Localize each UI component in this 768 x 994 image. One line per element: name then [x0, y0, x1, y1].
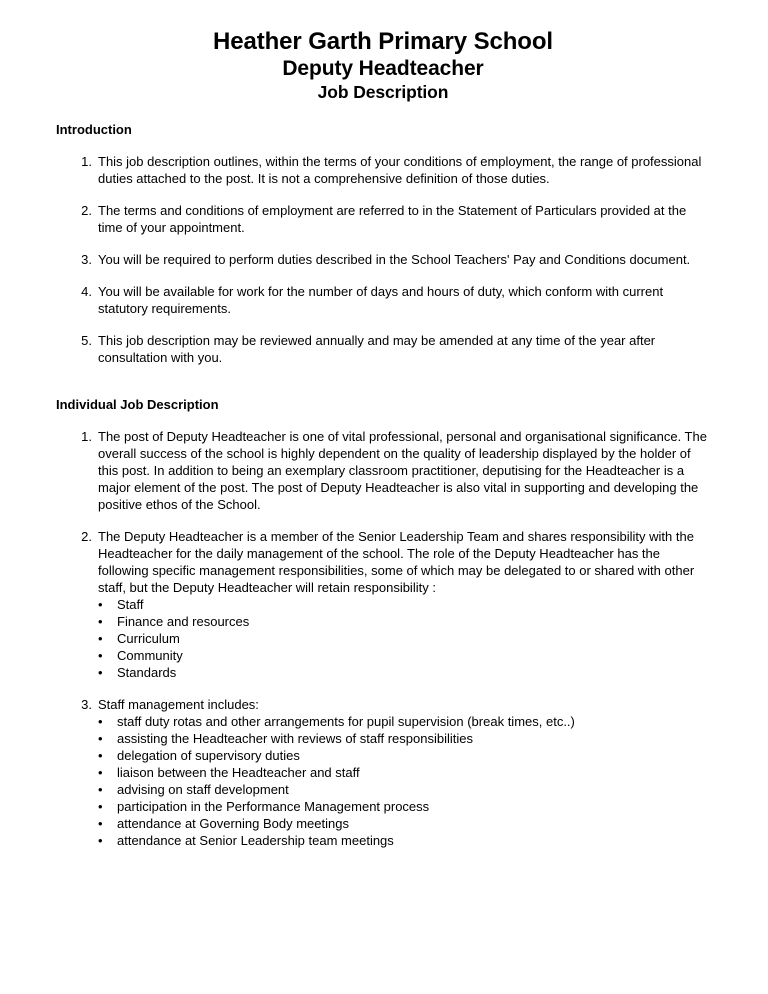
list-item-text: Finance and resources: [117, 614, 250, 629]
list-item: [98, 781, 710, 798]
list-item: [56, 332, 710, 366]
bullet-icon: •: [98, 665, 103, 680]
staff-management-bullet-list: [98, 713, 710, 849]
list-item-text: Community: [117, 648, 183, 663]
list-item: [56, 428, 710, 513]
list-item-text: You will be required to perform duties described in the School Teachers' Pay and Conditions document.: [98, 252, 691, 267]
responsibilities-bullet-list: [98, 596, 710, 681]
bullet-icon: •: [98, 631, 103, 646]
list-item-text: participation in the Performance Management process: [117, 799, 430, 814]
list-item: [98, 647, 710, 664]
introduction-numbered-list: [56, 153, 710, 366]
document-title-block: [56, 28, 710, 104]
list-item: [56, 696, 710, 849]
list-item: [98, 832, 710, 849]
list-item-number: 1.: [81, 154, 92, 169]
bullet-icon: •: [98, 799, 103, 814]
bullet-icon: •: [98, 597, 103, 612]
bullet-icon: •: [98, 816, 103, 831]
bullet-icon: •: [98, 714, 103, 729]
list-item: [98, 664, 710, 681]
list-item: [56, 251, 710, 268]
list-item-text: The Deputy Headteacher is a member of the Senior Leadership Team and shares responsibility with the Headteacher for the daily management of the school. The role of the Deputy Headteacher has the following specific management responsibilities, some of which may be delegated to or shared with other staff, but the Deputy Headteacher will retain responsibility :: [98, 529, 695, 595]
list-item: [56, 528, 710, 681]
list-item: [98, 764, 710, 781]
list-item: [98, 798, 710, 815]
list-item-text: Standards: [117, 665, 177, 680]
bullet-icon: •: [98, 782, 103, 797]
list-item-text: staff duty rotas and other arrangements for pupil supervision (break times, etc..): [117, 714, 575, 729]
list-item-text: The post of Deputy Headteacher is one of vital professional, personal and organisational significance. The overall success of the school is highly dependent on the quality of leadership displayed by the holder of this post. In addition to being an exemplary classroom practitioner, deputising for the Headteacher is a major element of the post. The post of Deputy Headteacher is also vital in supporting and developing the positive ethos of the School.: [98, 429, 707, 512]
list-item-number: 2.: [81, 203, 92, 218]
list-item-number: 3.: [81, 252, 92, 267]
list-item-text: You will be available for work for the number of days and hours of duty, which conform with current statutory requirements.: [98, 284, 664, 316]
section-individual-job-description: [56, 396, 710, 849]
section-heading-introduction: Introduction: [56, 122, 132, 137]
list-item: [98, 630, 710, 647]
list-item-text: This job description outlines, within the terms of your conditions of employment, the range of professional duties attached to the post. It is not a comprehensive definition of those duties.: [98, 154, 702, 186]
bullet-icon: •: [98, 648, 103, 663]
list-item: [98, 613, 710, 630]
list-item-number: 2.: [81, 529, 92, 544]
page-title-doc-type: Job Description: [317, 82, 449, 102]
bullet-icon: •: [98, 833, 103, 848]
list-item-text: Curriculum: [117, 631, 180, 646]
list-item: [56, 153, 710, 187]
list-item-text: attendance at Governing Body meetings: [117, 816, 349, 831]
list-item: [98, 730, 710, 747]
list-item-text: advising on staff development: [117, 782, 289, 797]
list-item-text: assisting the Headteacher with reviews of staff responsibilities: [117, 731, 473, 746]
list-item: [98, 713, 710, 730]
page-title-school-name: Heather Garth Primary School: [213, 28, 553, 55]
list-item-text: attendance at Senior Leadership team meetings: [117, 833, 394, 848]
list-item-text: Staff: [117, 597, 144, 612]
list-item: [56, 202, 710, 236]
list-item: [56, 283, 710, 317]
bullet-icon: •: [98, 748, 103, 763]
list-item: [98, 747, 710, 764]
list-item-number: 1.: [81, 429, 92, 444]
list-item: [98, 596, 710, 613]
list-item-text: This job description may be reviewed annually and may be amended at any time of the year after consultation with you.: [98, 333, 656, 365]
list-item-text: The terms and conditions of employment are referred to in the Statement of Particulars provided at the time of your appointment.: [98, 203, 687, 235]
list-item-number: 4.: [81, 284, 92, 299]
bullet-icon: •: [98, 614, 103, 629]
list-item: [98, 815, 710, 832]
bullet-icon: •: [98, 765, 103, 780]
individual-job-description-numbered-list: [56, 428, 710, 849]
list-item-number: 3.: [81, 697, 92, 712]
section-introduction: [56, 121, 710, 366]
section-heading-individual-job-description: Individual Job Description: [56, 397, 219, 412]
bullet-icon: •: [98, 731, 103, 746]
page-title-role: Deputy Headteacher: [282, 57, 484, 80]
list-item-number: 5.: [81, 333, 92, 348]
list-item-text: liaison between the Headteacher and staff: [117, 765, 360, 780]
list-item-text: delegation of supervisory duties: [117, 748, 300, 763]
list-item-text: Staff management includes:: [98, 697, 259, 712]
